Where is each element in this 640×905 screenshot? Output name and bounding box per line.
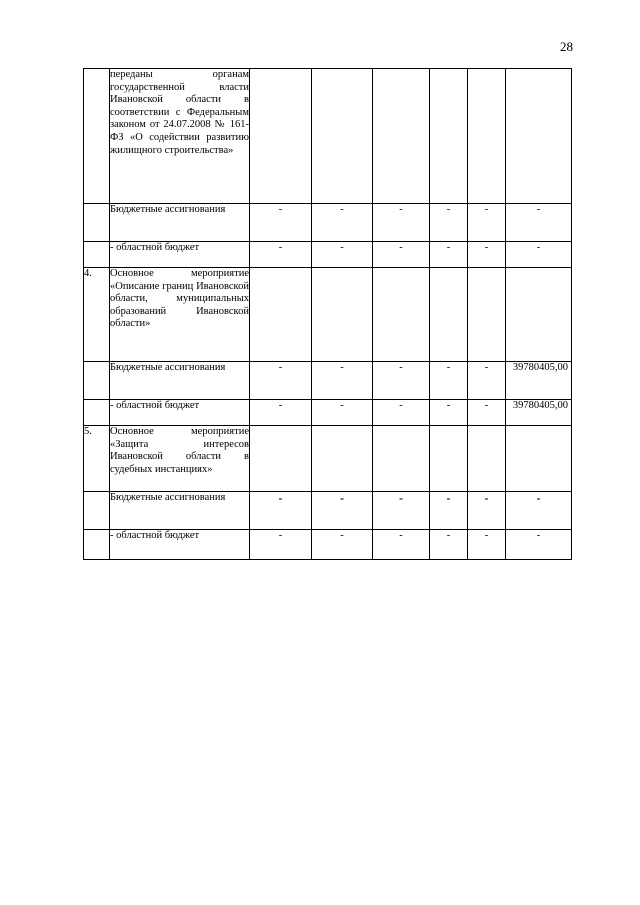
table-row: [84, 426, 572, 492]
value-cell: [506, 268, 572, 362]
value-cell: -: [250, 492, 312, 530]
row-description: переданы органам государственной власти Ивановской области в соответствии с Федеральным законом от 24.07.2008 № 161-ФЗ «О содействии развитию жилищного строительства»: [110, 69, 250, 204]
row-description: - областной бюджет: [110, 242, 250, 268]
value-cell: -: [312, 362, 373, 400]
value-cell: -: [430, 204, 468, 242]
row-number: [84, 242, 110, 268]
value-cell: [373, 268, 430, 362]
value-cell: [430, 426, 468, 492]
row-description: Бюджетные ассигнования: [110, 362, 250, 400]
value-cell: -: [312, 204, 373, 242]
value-cell: [250, 426, 312, 492]
value-cell: -: [430, 530, 468, 560]
value-cell: [430, 268, 468, 362]
value-cell: -: [468, 242, 506, 268]
value-cell: -: [373, 204, 430, 242]
value-cell: 39780405,00: [506, 362, 572, 400]
table-row: [84, 204, 572, 242]
value-cell: -: [430, 400, 468, 426]
row-number: [84, 492, 110, 530]
value-cell: 39780405,00: [506, 400, 572, 426]
row-number: [84, 362, 110, 400]
value-cell: -: [468, 204, 506, 242]
value-cell: -: [250, 530, 312, 560]
row-description: Бюджетные ассигнования: [110, 492, 250, 530]
value-cell: [250, 268, 312, 362]
row-number: [84, 400, 110, 426]
value-cell: -: [250, 400, 312, 426]
row-description: Бюджетные ассигнования: [110, 204, 250, 242]
value-cell: -: [430, 492, 468, 530]
value-cell: [468, 268, 506, 362]
table-row: [84, 400, 572, 426]
value-cell: -: [506, 530, 572, 560]
table-row: [84, 242, 572, 268]
value-cell: -: [430, 242, 468, 268]
value-cell: -: [468, 362, 506, 400]
row-number: [84, 204, 110, 242]
value-cell: -: [468, 530, 506, 560]
value-cell: [506, 69, 572, 204]
value-cell: -: [373, 242, 430, 268]
value-cell: [312, 426, 373, 492]
value-cell: -: [312, 530, 373, 560]
page-number: 28: [560, 39, 573, 54]
value-cell: -: [250, 362, 312, 400]
value-cell: -: [468, 492, 506, 530]
value-cell: -: [312, 400, 373, 426]
value-cell: [430, 69, 468, 204]
row-description: - областной бюджет: [110, 530, 250, 560]
value-cell: -: [250, 204, 312, 242]
value-cell: -: [430, 362, 468, 400]
value-cell: [312, 268, 373, 362]
value-cell: -: [373, 362, 430, 400]
value-cell: -: [468, 400, 506, 426]
row-description: Основное мероприятие «Защита интересов Ивановской области в судебных инстанциях»: [110, 426, 250, 492]
value-cell: -: [373, 400, 430, 426]
value-cell: -: [312, 242, 373, 268]
value-cell: [312, 69, 373, 204]
row-number: 4.: [84, 268, 110, 362]
table-row: [84, 492, 572, 530]
table-row: [84, 268, 572, 362]
value-cell: [506, 426, 572, 492]
value-cell: -: [373, 492, 430, 530]
value-cell: -: [312, 492, 373, 530]
row-description: Основное мероприятие «Описание границ Ивановской области, муниципальных образований Ивановской области»: [110, 268, 250, 362]
row-description: - областной бюджет: [110, 400, 250, 426]
value-cell: [468, 69, 506, 204]
budget-table: [83, 68, 572, 560]
value-cell: -: [506, 204, 572, 242]
value-cell: [468, 426, 506, 492]
value-cell: -: [250, 242, 312, 268]
value-cell: -: [506, 242, 572, 268]
value-cell: [373, 69, 430, 204]
value-cell: [250, 69, 312, 204]
table-row: [84, 530, 572, 560]
row-number: 5.: [84, 426, 110, 492]
table-row: [84, 69, 572, 204]
row-number: [84, 69, 110, 204]
table-row: [84, 362, 572, 400]
row-number: [84, 530, 110, 560]
value-cell: [373, 426, 430, 492]
value-cell: -: [373, 530, 430, 560]
value-cell: -: [506, 492, 572, 530]
